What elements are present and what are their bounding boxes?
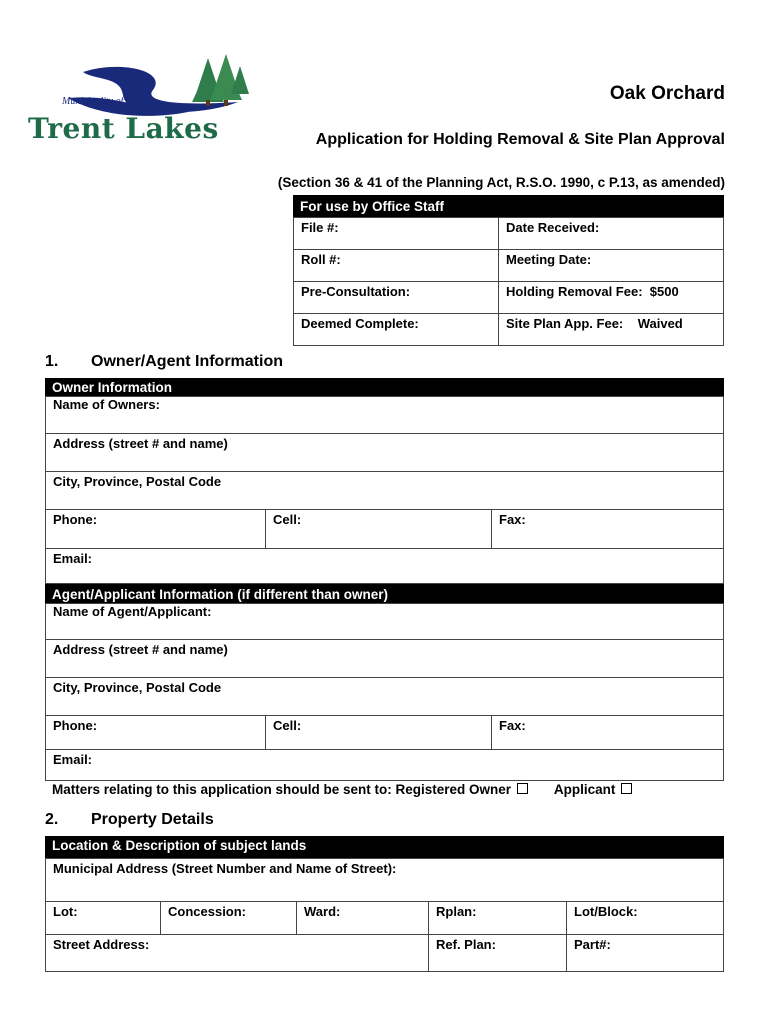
section-2-heading [45, 811, 214, 829]
owner-name-field[interactable]: Name of Owners: [46, 397, 724, 434]
agent-city-field[interactable]: City, Province, Postal Code [46, 678, 724, 716]
lot-field[interactable]: Lot: [46, 902, 161, 935]
agent-info-heading: Agent/Applicant Information (if different than owner) [45, 584, 724, 603]
street-address-field[interactable]: Street Address: [46, 935, 429, 972]
file-number-field[interactable]: File #: [294, 218, 499, 250]
owner-address-field[interactable]: Address (street # and name) [46, 434, 724, 472]
location-description-heading: Location & Description of subject lands [45, 836, 724, 858]
section-2-number: 2. [45, 811, 59, 828]
holding-fee-label: Holding Removal Fee: [506, 284, 643, 299]
agent-name-field[interactable]: Name of Agent/Applicant: [46, 604, 724, 640]
section-2-title: Property Details [91, 811, 214, 828]
logo-name: Trent Lakes [28, 112, 219, 145]
owner-info-heading: Owner Information [45, 378, 724, 396]
agent-email-field[interactable]: Email: [46, 750, 724, 781]
owner-phone-field[interactable]: Phone: [46, 510, 266, 549]
date-received-field[interactable]: Date Received: [499, 218, 724, 250]
owner-city-field[interactable]: City, Province, Postal Code [46, 472, 724, 510]
pre-consultation-field[interactable]: Pre-Consultation: [294, 282, 499, 314]
send-matters-text: Matters relating to this application should be sent to: Registered Owner [52, 782, 512, 797]
property-details-table [45, 858, 724, 972]
site-plan-fee-label: Site Plan App. Fee: [506, 316, 624, 331]
owner-fax-field[interactable]: Fax: [492, 510, 724, 549]
agent-address-field[interactable]: Address (street # and name) [46, 640, 724, 678]
holding-removal-fee-field[interactable] [499, 282, 724, 314]
rplan-field[interactable]: Rplan: [429, 902, 567, 935]
agent-phone-field[interactable]: Phone: [46, 716, 266, 750]
roll-number-field[interactable]: Roll #: [294, 250, 499, 282]
section-1-number: 1. [45, 353, 59, 370]
concession-field[interactable]: Concession: [161, 902, 297, 935]
logo-municipality-text: Municipality of [62, 96, 124, 107]
meeting-date-field[interactable]: Meeting Date: [499, 250, 724, 282]
agent-cell-field[interactable]: Cell: [266, 716, 492, 750]
applicant-checkbox[interactable] [621, 783, 632, 794]
lot-block-field[interactable]: Lot/Block: [567, 902, 724, 935]
agent-info-table [45, 603, 724, 781]
owner-info-table [45, 396, 724, 584]
agent-fax-field[interactable]: Fax: [492, 716, 724, 750]
ref-plan-field[interactable]: Ref. Plan: [429, 935, 567, 972]
ward-field[interactable]: Ward: [297, 902, 429, 935]
site-plan-fee-value: Waived [637, 316, 683, 331]
page-title: Oak Orchard [609, 83, 725, 104]
planning-act-note: (Section 36 & 41 of the Planning Act, R.S.O. 1990, c P.13, as amended) [277, 175, 725, 190]
section-1-heading [45, 353, 283, 371]
holding-fee-value: $500 [649, 284, 679, 299]
municipal-address-field[interactable]: Municipal Address (Street Number and Name of Street): [46, 859, 724, 902]
deemed-complete-field[interactable]: Deemed Complete: [294, 314, 499, 346]
page-subtitle: Application for Holding Removal & Site Plan Approval [315, 131, 725, 148]
send-matters-to-line [52, 782, 632, 797]
office-use-heading: For use by Office Staff [293, 195, 724, 217]
part-number-field[interactable]: Part#: [567, 935, 724, 972]
owner-cell-field[interactable]: Cell: [266, 510, 492, 549]
section-1-title: Owner/Agent Information [91, 353, 283, 370]
office-use-box [293, 195, 724, 346]
registered-owner-checkbox[interactable] [517, 783, 528, 794]
owner-email-field[interactable]: Email: [46, 549, 724, 584]
office-use-table [293, 217, 724, 346]
property-details-form [45, 836, 724, 972]
owner-agent-form [45, 378, 724, 781]
site-plan-fee-field[interactable] [499, 314, 724, 346]
applicant-label: Applicant [553, 782, 616, 797]
